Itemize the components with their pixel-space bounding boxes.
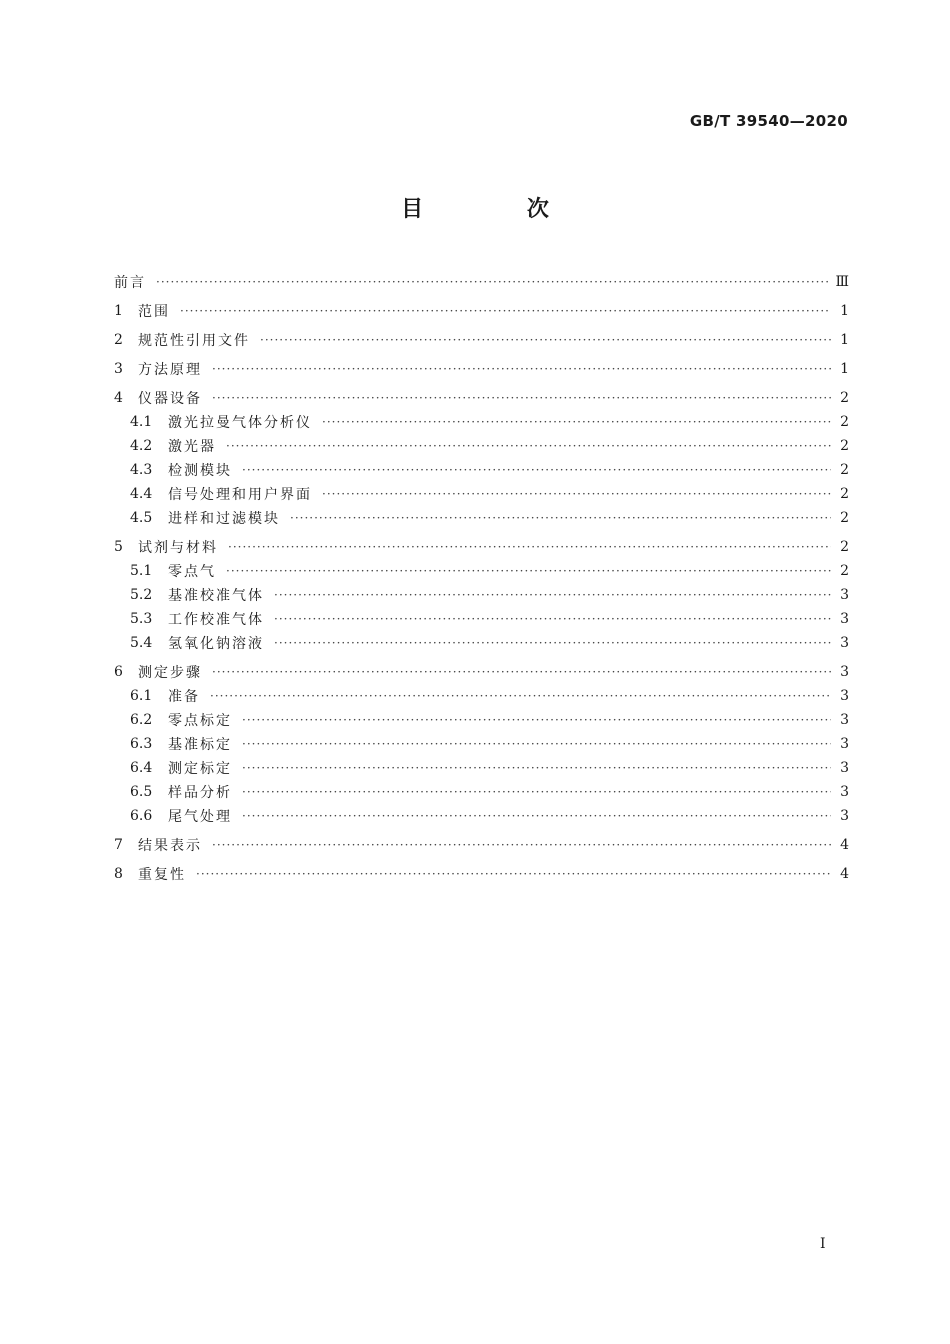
toc-entry-number: 3	[114, 361, 123, 377]
toc-entry-page: 3	[840, 736, 849, 752]
toc-entry-page: 4	[840, 837, 849, 853]
toc-entry-label: 基准校准气体	[168, 588, 264, 604]
toc-dot-leader	[242, 737, 831, 751]
toc-entry-number: 6.1	[130, 688, 153, 704]
toc-entry-page: 2	[840, 414, 849, 430]
toc-entry-label: 激光拉曼气体分析仪	[168, 415, 312, 431]
toc-entry-number: 2	[114, 332, 123, 348]
toc-entry-page: 3	[840, 635, 849, 651]
toc-dot-leader	[242, 463, 831, 477]
toc-entry[interactable]	[114, 482, 849, 506]
toc-entry-label: 结果表示	[138, 838, 202, 854]
toc-entry-number: 4.1	[130, 414, 153, 430]
toc-entry-label: 零点标定	[168, 713, 232, 729]
toc-entry-number: 4	[114, 390, 123, 406]
toc-entry-page: 2	[840, 438, 849, 454]
toc-entry-label: 激光器	[168, 439, 216, 455]
toc-dot-leader	[212, 665, 831, 679]
toc-entry-page: 2	[840, 563, 849, 579]
toc-entry-number: 6.4	[130, 760, 153, 776]
toc-entry-number: 5	[114, 539, 123, 555]
toc-entry-label: 准备	[168, 689, 200, 705]
toc-entry-page: 3	[840, 688, 849, 704]
toc-entry[interactable]	[114, 732, 849, 756]
toc-entry-page: 3	[840, 784, 849, 800]
toc-entry[interactable]	[114, 299, 849, 323]
toc-entry-page: 1	[840, 361, 849, 377]
toc-entry[interactable]	[114, 780, 849, 804]
toc-entry-number: 5.2	[130, 587, 153, 603]
toc-entry[interactable]	[114, 535, 849, 559]
toc-entry[interactable]	[114, 862, 849, 886]
toc-entry-page: 4	[840, 866, 849, 882]
toc-entry-page: 3	[840, 664, 849, 680]
toc-dot-leader	[212, 362, 831, 376]
toc-entry[interactable]	[114, 506, 849, 530]
toc-entry-page: 1	[840, 332, 849, 348]
toc-entry-number: 6.2	[130, 712, 153, 728]
toc-dot-leader	[322, 487, 831, 501]
page-number: I	[820, 1236, 826, 1252]
toc-dot-leader	[210, 689, 831, 703]
toc-entry-label: 氢氧化钠溶液	[168, 636, 264, 652]
toc-entry[interactable]	[114, 270, 849, 294]
toc-entry-label: 测定步骤	[138, 665, 202, 681]
toc-entry-label: 零点气	[168, 564, 216, 580]
toc-dot-leader	[260, 333, 831, 347]
toc-dot-leader	[242, 761, 831, 775]
toc-entry[interactable]	[114, 434, 849, 458]
toc-entry[interactable]	[114, 583, 849, 607]
toc-entry-number: 5.1	[130, 563, 153, 579]
toc-entry-number: 5.3	[130, 611, 153, 627]
toc-dot-leader	[290, 511, 831, 525]
toc-dot-leader	[322, 415, 831, 429]
toc-entry-label: 重复性	[138, 867, 186, 883]
toc-dot-leader	[212, 391, 831, 405]
toc-dot-leader	[242, 713, 831, 727]
toc-entry-number: 8	[114, 866, 123, 882]
toc-entry-page: 3	[840, 611, 849, 627]
toc-dot-leader	[274, 612, 831, 626]
toc-entry[interactable]	[114, 660, 849, 684]
toc-entry[interactable]	[114, 328, 849, 352]
toc-entry-page: 2	[840, 539, 849, 555]
toc-entry-number: 6.6	[130, 808, 153, 824]
toc-entry-page: 3	[840, 808, 849, 824]
page-title: 目 次	[401, 197, 597, 222]
toc-entry-label: 工作校准气体	[168, 612, 264, 628]
toc-dot-leader	[180, 304, 831, 318]
toc-entry-number: 4.5	[130, 510, 153, 526]
toc-entry-label: 信号处理和用户界面	[168, 487, 312, 503]
standard-code: GB/T 39540—2020	[689, 112, 848, 130]
toc-entry-label: 前言	[114, 275, 146, 291]
toc-entry-label: 进样和过滤模块	[168, 511, 280, 527]
toc-entry-page: 1	[840, 303, 849, 319]
toc-dot-leader	[274, 588, 831, 602]
toc-entry[interactable]	[114, 804, 849, 828]
toc-entry[interactable]	[114, 631, 849, 655]
toc-entry-page: 2	[840, 486, 849, 502]
toc-entry-number: 7	[114, 837, 123, 853]
toc-entry-number: 5.4	[130, 635, 153, 651]
toc-entry[interactable]	[114, 458, 849, 482]
toc-entry-page: 3	[840, 760, 849, 776]
toc-entry[interactable]	[114, 607, 849, 631]
toc-entry[interactable]	[114, 708, 849, 732]
toc-entry-label: 尾气处理	[168, 809, 232, 825]
toc-entry[interactable]	[114, 559, 849, 583]
toc-entry-number: 6.5	[130, 784, 153, 800]
toc-entry-number: 6	[114, 664, 123, 680]
toc-entry-label: 仪器设备	[138, 391, 202, 407]
toc-dot-leader	[226, 564, 831, 578]
toc-dot-leader	[156, 275, 831, 289]
toc-entry-number: 6.3	[130, 736, 153, 752]
toc-entry-number: 1	[114, 303, 123, 319]
toc-entry[interactable]	[114, 684, 849, 708]
toc-entry[interactable]	[114, 357, 849, 381]
toc-entry-label: 测定标定	[168, 761, 232, 777]
toc-entry-page: 2	[840, 390, 849, 406]
table-of-contents	[114, 270, 849, 886]
toc-dot-leader	[228, 540, 831, 554]
toc-entry-label: 方法原理	[138, 362, 202, 378]
toc-entry-page: Ⅲ	[835, 274, 849, 290]
toc-entry-label: 检测模块	[168, 463, 232, 479]
toc-entry-label: 范围	[138, 304, 170, 320]
toc-entry-number: 4.4	[130, 486, 153, 502]
toc-entry[interactable]	[114, 410, 849, 434]
toc-entry-number: 4.3	[130, 462, 153, 478]
toc-entry-label: 基准标定	[168, 737, 232, 753]
toc-dot-leader	[242, 809, 831, 823]
toc-entry-page: 2	[840, 462, 849, 478]
toc-entry-label: 规范性引用文件	[138, 333, 250, 349]
toc-dot-leader	[274, 636, 831, 650]
toc-entry-page: 3	[840, 587, 849, 603]
toc-dot-leader	[196, 867, 831, 881]
toc-entry[interactable]	[114, 386, 849, 410]
toc-entry-number: 4.2	[130, 438, 153, 454]
toc-dot-leader	[226, 439, 831, 453]
toc-dot-leader	[212, 838, 831, 852]
toc-entry-label: 试剂与材料	[138, 540, 218, 556]
toc-entry[interactable]	[114, 833, 849, 857]
toc-entry-page: 2	[840, 510, 849, 526]
toc-entry[interactable]	[114, 756, 849, 780]
toc-entry-label: 样品分析	[168, 785, 232, 801]
toc-entry-page: 3	[840, 712, 849, 728]
toc-dot-leader	[242, 785, 831, 799]
